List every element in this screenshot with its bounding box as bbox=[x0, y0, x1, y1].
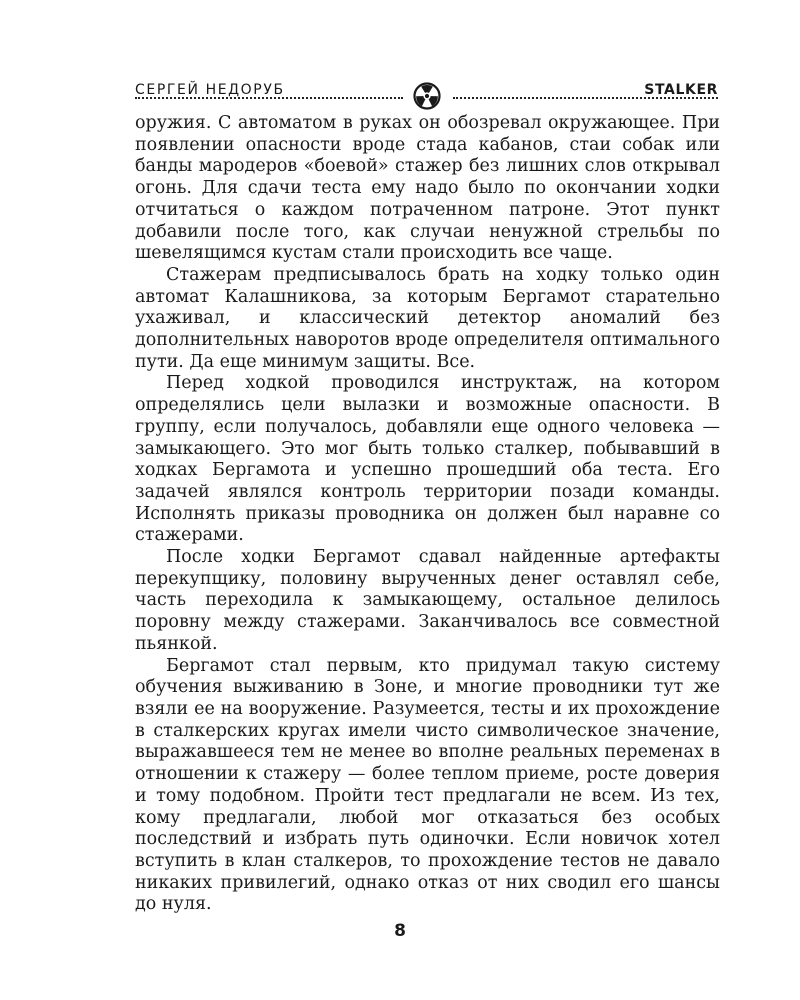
paragraph-2: Стажерам предписывалось брать на ходку только один автомат Калашникова, за которым Бергамот старательно ухаживал, и классический детектор аномалий без дополнительных наворотов вроде определителя оптимального пути. Да еще минимум защиты. Все. bbox=[135, 264, 720, 372]
paragraph-1: оружия. С автоматом в руках он обозревал окружающее. При появлении опасности вроде стада кабанов, стаи собак или банды мародеров «боевой» стажер без лишних слов открывал огонь. Для сдачи теста ему надо было по окончании ходки отчитаться о каждом потраченном патроне. Этот пункт добавили после того, как случаи ненужной стрельбы по шевелящимся кустам стали происходить все чаще. bbox=[135, 113, 720, 264]
radiation-hazard-icon bbox=[413, 82, 441, 110]
page-number: 8 bbox=[394, 921, 406, 941]
series-title: STALKER bbox=[644, 82, 718, 98]
paragraph-3: Перед ходкой проводился инструктаж, на котором определялись цели вылазки и возможные опасности. В группу, если получалось, добавляли еще одного человека — замыкающего. Это мог быть только сталкер, побывавший в ходках Бергамота и успешно прошедший оба теста. Его задачей являлся контроль территории позади команды. Исполнять приказы проводника он должен был наравне со стажерами. bbox=[135, 373, 720, 546]
paragraph-5: Бергамот стал первым, кто придумал такую систему обучения выживанию в Зоне, и многие проводники тут же взяли ее на вооружение. Разумеется, тесты и их прохождение в сталкерских кругах имели чисто символическое значение, выражавшееся тем не менее во вполне реальных переменах в отношении к стажеру — более теплом приеме, росте доверия и тому подобном. Пройти тест предлагали не всем. Из тех, кому предлагали, любой мог отказаться без особых последствий и избрать путь одиночки. Если новичок хотел вступить в клан сталкеров, то прохождение тестов не давало никаких привилегий, однако отказ от них сводил его шансы до нуля. bbox=[135, 655, 720, 915]
header-dotted-rule-left bbox=[135, 97, 403, 99]
body-text bbox=[135, 113, 720, 916]
author-name: СЕРГЕЙ НЕДОРУБ bbox=[135, 82, 285, 98]
paragraph-4: После ходки Бергамот сдавал найденные артефакты перекупщику, половину вырученных денег оставлял себе, часть переходила к замыкающему, остальное делилось поровну между стажерами. Заканчивалось все совместной пьянкой. bbox=[135, 547, 720, 654]
running-header bbox=[135, 80, 718, 106]
